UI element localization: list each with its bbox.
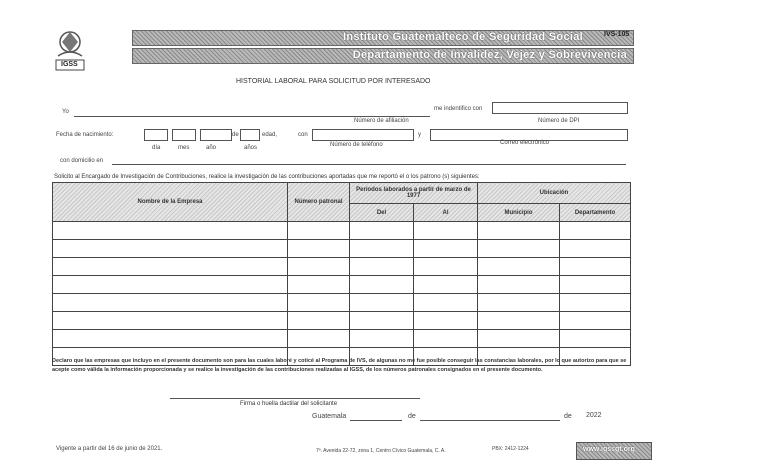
table-cell[interactable]	[414, 330, 478, 348]
table-cell[interactable]	[478, 222, 560, 240]
table-row	[53, 222, 631, 240]
fecha-nacimiento-label: Fecha de nacimiento:	[56, 132, 114, 138]
table-cell[interactable]	[288, 258, 350, 276]
table-cell[interactable]	[288, 240, 350, 258]
col-patronal: Número patronal	[288, 183, 350, 222]
mes-box[interactable]	[172, 129, 196, 141]
table-cell[interactable]	[560, 258, 631, 276]
col-empresa: Nombre de la Empresa	[53, 183, 288, 222]
table-cell[interactable]	[478, 276, 560, 294]
signature-line[interactable]	[170, 398, 420, 399]
table-cell[interactable]	[478, 294, 560, 312]
table-cell[interactable]	[560, 276, 631, 294]
table-cell[interactable]	[560, 330, 631, 348]
table-cell[interactable]	[414, 312, 478, 330]
telefono-box[interactable]	[312, 129, 414, 141]
form-code: IVS-105	[604, 31, 630, 38]
table-cell[interactable]	[414, 240, 478, 258]
table-row	[53, 276, 631, 294]
table-cell[interactable]	[560, 222, 631, 240]
address-text: 7ª. Avenida 22-72, zona 1, Centro Cívico Guatemala, C. A.	[316, 448, 446, 454]
table-cell[interactable]	[560, 312, 631, 330]
edad-box[interactable]	[240, 129, 260, 141]
table-cell[interactable]	[350, 222, 414, 240]
table-row	[53, 258, 631, 276]
dpi-label: Número de DPI	[538, 118, 580, 124]
dia-label: día	[152, 145, 161, 151]
mes-label: mes	[178, 145, 190, 151]
table-cell[interactable]	[478, 240, 560, 258]
table-cell[interactable]	[350, 240, 414, 258]
place-label: Guatemala	[312, 413, 347, 420]
table-cell[interactable]	[53, 276, 288, 294]
col-del: Del	[350, 204, 414, 222]
web-text: www.igssgt.org	[583, 446, 635, 453]
col-periodos	[350, 183, 478, 204]
table-cell[interactable]	[53, 258, 288, 276]
de-label-2: de	[408, 413, 416, 420]
logo-text: IGSS	[61, 61, 78, 68]
pbx-text: PBX: 2412-1224	[492, 446, 529, 452]
correo-label: Correo electrónico	[500, 140, 550, 146]
solicito-text: Solicito al Encargado de Investigación de Contribuciones, realice la investigación de las contribuciones aportadas que me reportó el o los patrono (s) siguientes:	[54, 174, 480, 180]
edad-label: edad,	[262, 132, 278, 138]
department-band	[132, 48, 634, 64]
page-title: HISTORIAL LABORAL PARA SOLICITUD POR INTERESADO	[236, 78, 431, 85]
col-departamento: Departamento	[560, 204, 631, 222]
telefono-label: Número de teléfono	[330, 142, 383, 148]
table-cell[interactable]	[414, 258, 478, 276]
table-cell[interactable]	[288, 222, 350, 240]
year-label: 2022	[586, 412, 602, 419]
de-label-3: de	[564, 413, 572, 420]
table-cell[interactable]	[53, 240, 288, 258]
table-cell[interactable]	[288, 312, 350, 330]
table-cell[interactable]	[53, 222, 288, 240]
table-cell[interactable]	[560, 294, 631, 312]
table-cell[interactable]	[560, 240, 631, 258]
day-line[interactable]	[350, 420, 402, 421]
domicilio-line[interactable]	[112, 164, 626, 165]
col-municipio: Municipio	[478, 204, 560, 222]
col-ubicacion: Ubicación	[478, 183, 631, 204]
declaration-text: Declaro que las empresas que incluyo en el presente documento son para las cuales laboré y coticé al Programa de IVS, de algunas no me fue posible conseguir las constancias laborales, por lo que autorizo para que se acepte como válida la información proporcionada y se realice la investigación de las contribuciones realizadas al IGSS, de los números patronales consignados en el presente documento.	[52, 358, 627, 373]
month-line[interactable]	[420, 420, 560, 421]
de-label: de	[232, 132, 239, 138]
table-row	[53, 312, 631, 330]
table-cell[interactable]	[478, 312, 560, 330]
identification-box[interactable]	[492, 102, 628, 114]
table-row	[53, 294, 631, 312]
table-cell[interactable]	[53, 294, 288, 312]
table-cell[interactable]	[53, 312, 288, 330]
table-cell[interactable]	[288, 294, 350, 312]
table-cell[interactable]	[414, 294, 478, 312]
institute-band	[132, 30, 634, 46]
web-stamp	[576, 442, 652, 460]
yo-label: Yo	[62, 109, 69, 115]
con-label: con	[298, 132, 308, 138]
domicilio-label: con domicilio en	[60, 158, 104, 164]
table-cell[interactable]	[350, 312, 414, 330]
table-row	[53, 240, 631, 258]
vigente-text: Vigente a partir del 16 de junio de 2021.	[56, 446, 163, 452]
department-name: Departamento de Invalidez, Vejez y Sobrevivencia	[352, 49, 627, 61]
col-periodos-text: Períodos laborados a partir de marzo de 1977	[356, 187, 471, 199]
identifico-label: me indentifico con	[434, 106, 483, 112]
dia-box[interactable]	[144, 129, 168, 141]
table-cell[interactable]	[350, 330, 414, 348]
col-al: Al	[414, 204, 478, 222]
table-cell[interactable]	[288, 276, 350, 294]
anio-label: año	[206, 145, 217, 151]
table-cell[interactable]	[288, 330, 350, 348]
employer-table	[52, 182, 631, 366]
table-cell[interactable]	[53, 330, 288, 348]
institute-name: Instituto Guatemalteco de Seguridad Social	[343, 31, 583, 43]
table-cell[interactable]	[350, 276, 414, 294]
table-cell[interactable]	[414, 276, 478, 294]
anio-box[interactable]	[200, 129, 232, 141]
table-cell[interactable]	[350, 294, 414, 312]
table-cell[interactable]	[478, 258, 560, 276]
table-row	[53, 330, 631, 348]
y-label: y	[418, 132, 421, 138]
anios-label: años	[244, 145, 258, 151]
table-cell[interactable]	[478, 330, 560, 348]
table-cell[interactable]	[350, 258, 414, 276]
afiliacion-label: Número de afiliación	[354, 118, 409, 124]
firma-label: Firma o huella dactilar del solicitante	[240, 401, 338, 407]
table-cell[interactable]	[414, 222, 478, 240]
igss-logo	[52, 28, 88, 72]
name-line[interactable]	[74, 116, 430, 117]
